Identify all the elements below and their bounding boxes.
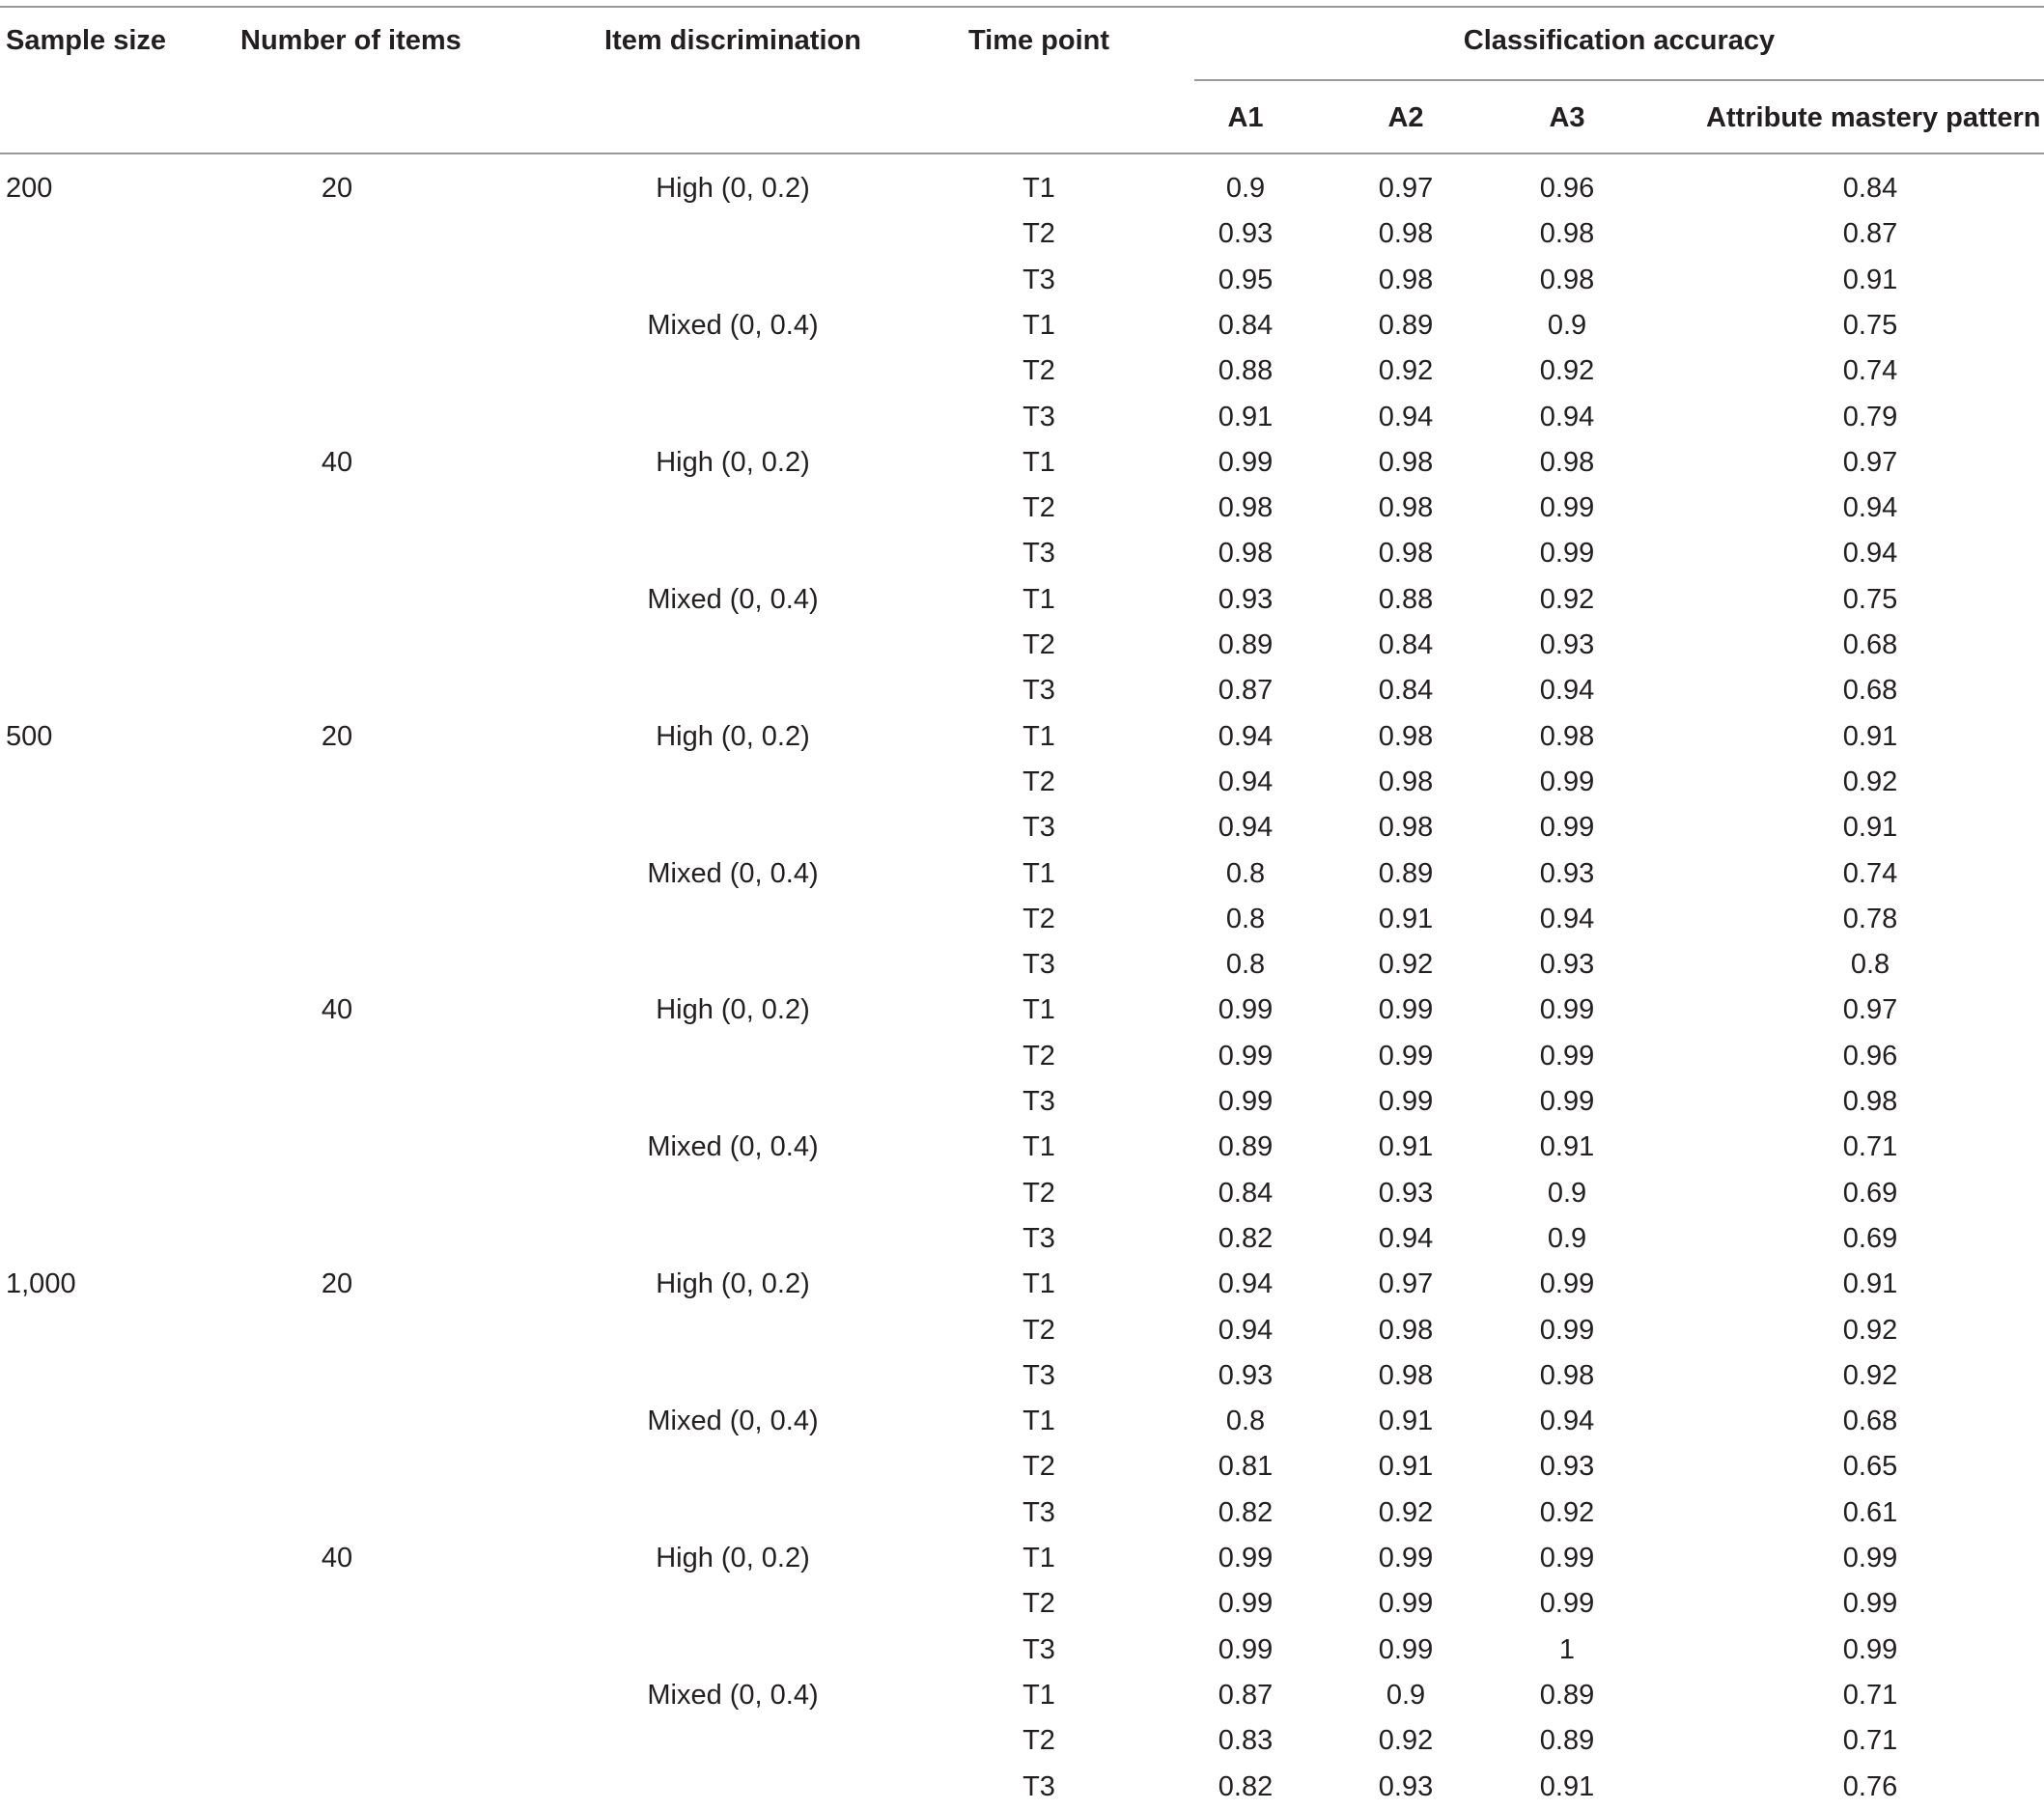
time-point-cell: T2 bbox=[1022, 1588, 1055, 1620]
table-row bbox=[0, 897, 2044, 942]
a3-cell: 0.94 bbox=[1539, 401, 1595, 432]
a3-cell: 0.93 bbox=[1539, 629, 1595, 660]
a1-cell: 0.81 bbox=[1218, 1451, 1274, 1483]
a1-cell: 0.99 bbox=[1218, 1633, 1274, 1665]
table-row bbox=[0, 1718, 2044, 1764]
number-of-items-cell: 40 bbox=[321, 1543, 353, 1573]
attribute-mastery-pattern-cell: 0.92 bbox=[1842, 766, 1898, 797]
time-point-cell: T3 bbox=[1022, 401, 1055, 432]
a1-cell: 0.94 bbox=[1218, 1314, 1274, 1346]
time-point-cell: T3 bbox=[1022, 949, 1055, 981]
time-point-cell: T3 bbox=[1022, 1359, 1055, 1391]
attribute-mastery-pattern-cell: 0.99 bbox=[1842, 1633, 1898, 1665]
table-row bbox=[0, 211, 2044, 257]
a1-cell: 0.8 bbox=[1225, 903, 1266, 934]
attribute-mastery-pattern-cell: 0.91 bbox=[1842, 264, 1898, 295]
table-row bbox=[0, 1216, 2044, 1262]
table-row bbox=[0, 1125, 2044, 1170]
a2-cell: 0.88 bbox=[1378, 583, 1434, 615]
a1-cell: 0.8 bbox=[1225, 1406, 1266, 1437]
attribute-mastery-pattern-cell: 0.71 bbox=[1842, 1679, 1898, 1711]
a1-cell: 0.99 bbox=[1218, 1588, 1274, 1620]
table-row bbox=[0, 1308, 2044, 1353]
table-row bbox=[0, 1034, 2044, 1079]
a2-cell: 0.92 bbox=[1378, 1496, 1434, 1528]
attribute-mastery-pattern-cell: 0.78 bbox=[1842, 903, 1898, 934]
table-row bbox=[0, 1673, 2044, 1718]
table-row bbox=[0, 668, 2044, 713]
a2-cell: 0.99 bbox=[1378, 1040, 1434, 1072]
a1-cell: 0.89 bbox=[1218, 1131, 1274, 1163]
a3-cell: 0.99 bbox=[1539, 1268, 1595, 1300]
table-row bbox=[0, 166, 2044, 211]
a2-cell: 0.98 bbox=[1378, 766, 1434, 797]
time-point-cell: T3 bbox=[1022, 1086, 1055, 1117]
a3-cell: 0.98 bbox=[1539, 264, 1595, 295]
a3-cell: 0.92 bbox=[1539, 583, 1595, 615]
time-point-cell: T3 bbox=[1022, 264, 1055, 295]
item-discrimination-cell: Mixed (0, 0.4) bbox=[647, 1406, 819, 1437]
a2-cell: 0.93 bbox=[1378, 1177, 1434, 1209]
a1-cell: 0.99 bbox=[1218, 446, 1274, 478]
a1-cell: 0.98 bbox=[1218, 538, 1274, 570]
a1-cell: 0.82 bbox=[1218, 1496, 1274, 1528]
a2-cell: 0.92 bbox=[1378, 949, 1434, 981]
a3-cell: 0.9 bbox=[1547, 309, 1587, 341]
attribute-mastery-pattern-cell: 0.79 bbox=[1842, 401, 1898, 432]
a1-cell: 0.82 bbox=[1218, 1770, 1274, 1802]
a3-cell: 0.9 bbox=[1547, 1177, 1587, 1209]
a1-cell: 0.94 bbox=[1218, 1268, 1274, 1300]
attribute-mastery-pattern-cell: 0.94 bbox=[1842, 538, 1898, 570]
header-a3: A3 bbox=[1549, 102, 1585, 133]
table-row bbox=[0, 714, 2044, 760]
a3-cell: 1 bbox=[1558, 1633, 1576, 1665]
a2-cell: 0.92 bbox=[1378, 355, 1434, 387]
item-discrimination-cell: High (0, 0.2) bbox=[656, 446, 810, 478]
table-row bbox=[0, 258, 2044, 303]
table-row bbox=[0, 1628, 2044, 1673]
table-row bbox=[0, 1765, 2044, 1810]
number-of-items-cell: 40 bbox=[321, 994, 353, 1026]
a2-cell: 0.98 bbox=[1378, 264, 1434, 295]
attribute-mastery-pattern-cell: 0.69 bbox=[1842, 1222, 1898, 1254]
item-discrimination-cell: Mixed (0, 0.4) bbox=[647, 309, 819, 341]
table-row bbox=[0, 942, 2044, 988]
a3-cell: 0.89 bbox=[1539, 1679, 1595, 1711]
item-discrimination-cell: High (0, 0.2) bbox=[656, 720, 810, 752]
a3-cell: 0.91 bbox=[1539, 1770, 1595, 1802]
a1-cell: 0.93 bbox=[1218, 583, 1274, 615]
time-point-cell: T2 bbox=[1022, 1451, 1055, 1483]
time-point-cell: T1 bbox=[1022, 309, 1055, 341]
a2-cell: 0.99 bbox=[1378, 994, 1434, 1026]
attribute-mastery-pattern-cell: 0.92 bbox=[1842, 1359, 1898, 1391]
table-row bbox=[0, 395, 2044, 440]
a1-cell: 0.88 bbox=[1218, 355, 1274, 387]
attribute-mastery-pattern-cell: 0.94 bbox=[1842, 492, 1898, 524]
attribute-mastery-pattern-cell: 0.68 bbox=[1842, 675, 1898, 707]
attribute-mastery-pattern-cell: 0.76 bbox=[1842, 1770, 1898, 1802]
item-discrimination-cell: Mixed (0, 0.4) bbox=[647, 1131, 819, 1163]
number-of-items-cell: 20 bbox=[321, 720, 353, 752]
table-row bbox=[0, 623, 2044, 668]
time-point-cell: T2 bbox=[1022, 1177, 1055, 1209]
attribute-mastery-pattern-cell: 0.96 bbox=[1842, 1040, 1898, 1072]
attribute-mastery-pattern-cell: 0.97 bbox=[1842, 994, 1898, 1026]
a2-cell: 0.98 bbox=[1378, 492, 1434, 524]
a2-cell: 0.99 bbox=[1378, 1543, 1434, 1573]
a3-cell: 0.96 bbox=[1539, 173, 1595, 204]
time-point-cell: T2 bbox=[1022, 629, 1055, 660]
a3-cell: 0.99 bbox=[1539, 538, 1595, 570]
a2-cell: 0.99 bbox=[1378, 1086, 1434, 1117]
table-row bbox=[0, 1079, 2044, 1125]
a2-cell: 0.98 bbox=[1378, 1359, 1434, 1391]
a1-cell: 0.9 bbox=[1225, 173, 1266, 204]
time-point-cell: T1 bbox=[1022, 1543, 1055, 1573]
a1-cell: 0.94 bbox=[1218, 720, 1274, 752]
attribute-mastery-pattern-cell: 0.75 bbox=[1842, 309, 1898, 341]
a3-cell: 0.92 bbox=[1539, 355, 1595, 387]
item-discrimination-cell: High (0, 0.2) bbox=[656, 1543, 810, 1573]
attribute-mastery-pattern-cell: 0.69 bbox=[1842, 1177, 1898, 1209]
a1-cell: 0.93 bbox=[1218, 1359, 1274, 1391]
attribute-mastery-pattern-cell: 0.84 bbox=[1842, 173, 1898, 204]
a2-cell: 0.91 bbox=[1378, 1451, 1434, 1483]
item-discrimination-cell: High (0, 0.2) bbox=[656, 1268, 810, 1300]
time-point-cell: T2 bbox=[1022, 1040, 1055, 1072]
table-row bbox=[0, 1490, 2044, 1536]
attribute-mastery-pattern-cell: 0.8 bbox=[1850, 949, 1890, 981]
a3-cell: 0.94 bbox=[1539, 675, 1595, 707]
header-sample-size: Sample size bbox=[6, 25, 167, 56]
attribute-mastery-pattern-cell: 0.99 bbox=[1842, 1543, 1898, 1573]
a2-cell: 0.98 bbox=[1378, 812, 1434, 844]
a1-cell: 0.8 bbox=[1225, 857, 1266, 889]
header-classification-accuracy: Classification accuracy bbox=[1463, 25, 1776, 56]
header-a2: A2 bbox=[1387, 102, 1424, 133]
a3-cell: 0.99 bbox=[1539, 766, 1595, 797]
a1-cell: 0.99 bbox=[1218, 1040, 1274, 1072]
a1-cell: 0.8 bbox=[1225, 949, 1266, 981]
attribute-mastery-pattern-cell: 0.91 bbox=[1842, 720, 1898, 752]
a3-cell: 0.99 bbox=[1539, 1086, 1595, 1117]
attribute-mastery-pattern-cell: 0.65 bbox=[1842, 1451, 1898, 1483]
a1-cell: 0.99 bbox=[1218, 1543, 1274, 1573]
time-point-cell: T1 bbox=[1022, 994, 1055, 1026]
table-row bbox=[0, 577, 2044, 623]
a3-cell: 0.98 bbox=[1539, 1359, 1595, 1391]
a2-cell: 0.98 bbox=[1378, 1314, 1434, 1346]
table-row bbox=[0, 1171, 2044, 1216]
sample-size-cell: 1,000 bbox=[6, 1268, 76, 1300]
table-row bbox=[0, 348, 2044, 394]
number-of-items-cell: 20 bbox=[321, 1268, 353, 1300]
a3-cell: 0.99 bbox=[1539, 1543, 1595, 1573]
time-point-cell: T1 bbox=[1022, 446, 1055, 478]
a2-cell: 0.98 bbox=[1378, 218, 1434, 250]
time-point-cell: T3 bbox=[1022, 1496, 1055, 1528]
a2-cell: 0.91 bbox=[1378, 903, 1434, 934]
item-discrimination-cell: High (0, 0.2) bbox=[656, 994, 810, 1026]
time-point-cell: T1 bbox=[1022, 1268, 1055, 1300]
attribute-mastery-pattern-cell: 0.91 bbox=[1842, 1268, 1898, 1300]
a3-cell: 0.92 bbox=[1539, 1496, 1595, 1528]
attribute-mastery-pattern-cell: 0.75 bbox=[1842, 583, 1898, 615]
a3-cell: 0.99 bbox=[1539, 994, 1595, 1026]
time-point-cell: T2 bbox=[1022, 766, 1055, 797]
a2-cell: 0.97 bbox=[1378, 173, 1434, 204]
attribute-mastery-pattern-cell: 0.98 bbox=[1842, 1086, 1898, 1117]
attribute-mastery-pattern-cell: 0.74 bbox=[1842, 355, 1898, 387]
time-point-cell: T2 bbox=[1022, 1725, 1055, 1757]
table-row bbox=[0, 1444, 2044, 1490]
attribute-mastery-pattern-cell: 0.68 bbox=[1842, 629, 1898, 660]
a2-cell: 0.94 bbox=[1378, 1222, 1434, 1254]
time-point-cell: T2 bbox=[1022, 492, 1055, 524]
a3-cell: 0.93 bbox=[1539, 857, 1595, 889]
time-point-cell: T1 bbox=[1022, 583, 1055, 615]
a3-cell: 0.93 bbox=[1539, 949, 1595, 981]
header-time-point: Time point bbox=[967, 25, 1110, 56]
item-discrimination-cell: High (0, 0.2) bbox=[656, 173, 810, 204]
header-attribute-mastery-pattern: Attribute mastery pattern bbox=[1706, 102, 2041, 133]
table-row bbox=[0, 440, 2044, 486]
table-row bbox=[0, 988, 2044, 1033]
a1-cell: 0.91 bbox=[1218, 401, 1274, 432]
time-point-cell: T3 bbox=[1022, 675, 1055, 707]
item-discrimination-cell: Mixed (0, 0.4) bbox=[647, 583, 819, 615]
header-item-discrimination: Item discrimination bbox=[604, 25, 861, 56]
a3-cell: 0.99 bbox=[1539, 812, 1595, 844]
a3-cell: 0.98 bbox=[1539, 218, 1595, 250]
a1-cell: 0.84 bbox=[1218, 1177, 1274, 1209]
time-point-cell: T1 bbox=[1022, 173, 1055, 204]
time-point-cell: T1 bbox=[1022, 1406, 1055, 1437]
table-row bbox=[0, 805, 2044, 850]
a3-cell: 0.99 bbox=[1539, 492, 1595, 524]
a3-cell: 0.99 bbox=[1539, 1040, 1595, 1072]
time-point-cell: T2 bbox=[1022, 903, 1055, 934]
attribute-mastery-pattern-cell: 0.92 bbox=[1842, 1314, 1898, 1346]
number-of-items-cell: 40 bbox=[321, 446, 353, 478]
a2-cell: 0.84 bbox=[1378, 675, 1434, 707]
table-row bbox=[0, 760, 2044, 805]
header-a1: A1 bbox=[1227, 102, 1264, 133]
table-row bbox=[0, 1353, 2044, 1399]
table-row bbox=[0, 1536, 2044, 1581]
a2-cell: 0.98 bbox=[1378, 446, 1434, 478]
table-row bbox=[0, 851, 2044, 897]
attribute-mastery-pattern-cell: 0.68 bbox=[1842, 1406, 1898, 1437]
item-discrimination-cell: Mixed (0, 0.4) bbox=[647, 1679, 819, 1711]
a1-cell: 0.94 bbox=[1218, 812, 1274, 844]
a1-cell: 0.94 bbox=[1218, 766, 1274, 797]
time-point-cell: T1 bbox=[1022, 857, 1055, 889]
sample-size-cell: 200 bbox=[6, 173, 53, 204]
number-of-items-cell: 20 bbox=[321, 173, 353, 204]
table-row bbox=[0, 1581, 2044, 1627]
a2-cell: 0.9 bbox=[1386, 1679, 1426, 1711]
time-point-cell: T1 bbox=[1022, 1679, 1055, 1711]
a1-cell: 0.82 bbox=[1218, 1222, 1274, 1254]
time-point-cell: T3 bbox=[1022, 538, 1055, 570]
a2-cell: 0.91 bbox=[1378, 1406, 1434, 1437]
a3-cell: 0.93 bbox=[1539, 1451, 1595, 1483]
a2-cell: 0.89 bbox=[1378, 309, 1434, 341]
a3-cell: 0.89 bbox=[1539, 1725, 1595, 1757]
table-row bbox=[0, 486, 2044, 531]
table-row bbox=[0, 1262, 2044, 1307]
a2-cell: 0.91 bbox=[1378, 1131, 1434, 1163]
a3-cell: 0.99 bbox=[1539, 1588, 1595, 1620]
time-point-cell: T3 bbox=[1022, 1770, 1055, 1802]
table-row bbox=[0, 531, 2044, 576]
a3-cell: 0.94 bbox=[1539, 1406, 1595, 1437]
a2-cell: 0.99 bbox=[1378, 1633, 1434, 1665]
a2-cell: 0.97 bbox=[1378, 1268, 1434, 1300]
time-point-cell: T3 bbox=[1022, 812, 1055, 844]
time-point-cell: T2 bbox=[1022, 355, 1055, 387]
time-point-cell: T1 bbox=[1022, 1131, 1055, 1163]
table-row bbox=[0, 1399, 2044, 1444]
attribute-mastery-pattern-cell: 0.87 bbox=[1842, 218, 1898, 250]
attribute-mastery-pattern-cell: 0.71 bbox=[1842, 1131, 1898, 1163]
sample-size-cell: 500 bbox=[6, 720, 53, 752]
a3-cell: 0.9 bbox=[1547, 1222, 1587, 1254]
a3-cell: 0.94 bbox=[1539, 903, 1595, 934]
header-number-of-items: Number of items bbox=[240, 25, 462, 56]
table-row bbox=[0, 303, 2044, 348]
a1-cell: 0.99 bbox=[1218, 1086, 1274, 1117]
a1-cell: 0.98 bbox=[1218, 492, 1274, 524]
time-point-cell: T1 bbox=[1022, 720, 1055, 752]
a1-cell: 0.87 bbox=[1218, 675, 1274, 707]
a1-cell: 0.93 bbox=[1218, 218, 1274, 250]
a2-cell: 0.98 bbox=[1378, 720, 1434, 752]
attribute-mastery-pattern-cell: 0.61 bbox=[1842, 1496, 1898, 1528]
time-point-cell: T3 bbox=[1022, 1222, 1055, 1254]
a1-cell: 0.87 bbox=[1218, 1679, 1274, 1711]
a1-cell: 0.89 bbox=[1218, 629, 1274, 660]
item-discrimination-cell: Mixed (0, 0.4) bbox=[647, 857, 819, 889]
a3-cell: 0.98 bbox=[1539, 446, 1595, 478]
a1-cell: 0.99 bbox=[1218, 994, 1274, 1026]
a2-cell: 0.98 bbox=[1378, 538, 1434, 570]
a1-cell: 0.83 bbox=[1218, 1725, 1274, 1757]
a1-cell: 0.84 bbox=[1218, 309, 1274, 341]
attribute-mastery-pattern-cell: 0.74 bbox=[1842, 857, 1898, 889]
a2-cell: 0.89 bbox=[1378, 857, 1434, 889]
time-point-cell: T3 bbox=[1022, 1633, 1055, 1665]
time-point-cell: T2 bbox=[1022, 218, 1055, 250]
a2-cell: 0.84 bbox=[1378, 629, 1434, 660]
a3-cell: 0.99 bbox=[1539, 1314, 1595, 1346]
a3-cell: 0.98 bbox=[1539, 720, 1595, 752]
attribute-mastery-pattern-cell: 0.99 bbox=[1842, 1588, 1898, 1620]
a1-cell: 0.95 bbox=[1218, 264, 1274, 295]
a2-cell: 0.92 bbox=[1378, 1725, 1434, 1757]
attribute-mastery-pattern-cell: 0.71 bbox=[1842, 1725, 1898, 1757]
a2-cell: 0.94 bbox=[1378, 401, 1434, 432]
time-point-cell: T2 bbox=[1022, 1314, 1055, 1346]
attribute-mastery-pattern-cell: 0.97 bbox=[1842, 446, 1898, 478]
a3-cell: 0.91 bbox=[1539, 1131, 1595, 1163]
a2-cell: 0.99 bbox=[1378, 1588, 1434, 1620]
a2-cell: 0.93 bbox=[1378, 1770, 1434, 1802]
attribute-mastery-pattern-cell: 0.91 bbox=[1842, 812, 1898, 844]
